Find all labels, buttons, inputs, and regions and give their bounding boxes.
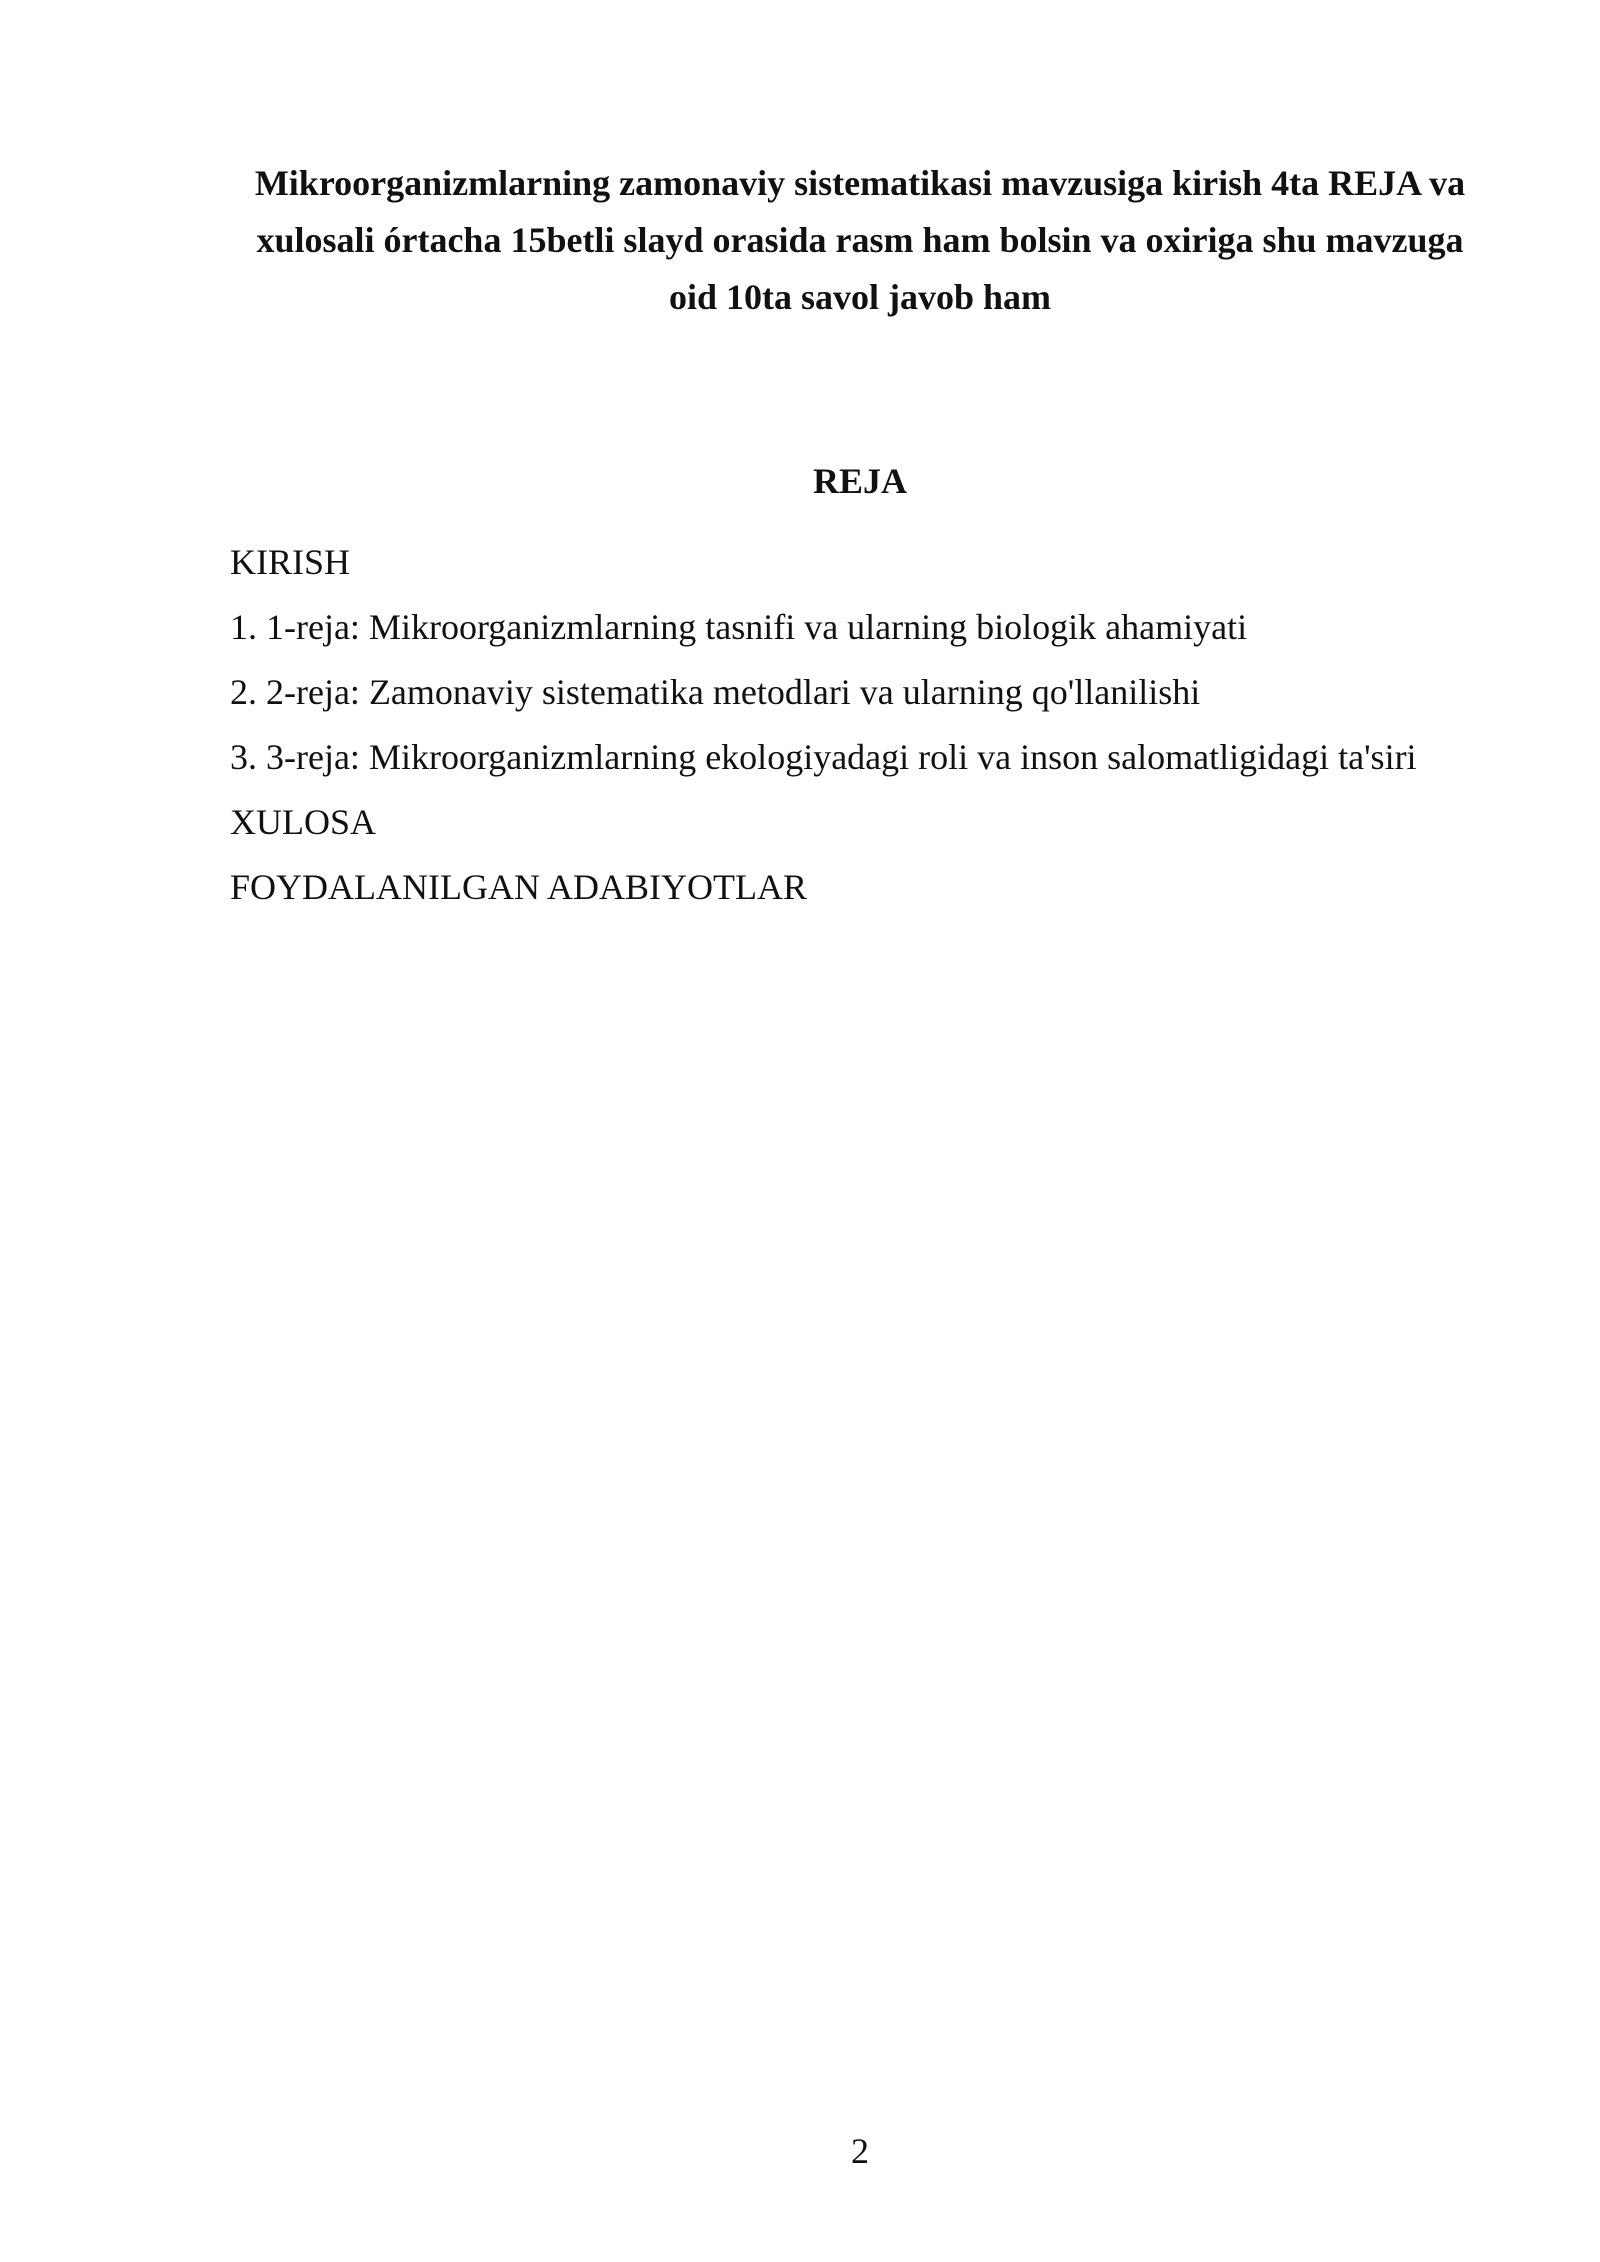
plan-item-references: FOYDALANILGAN ADABIYOTLAR: [230, 867, 807, 907]
plan-item-1: 1. 1-reja: Mikroorganizmlarning tasnifi va ularning biologik ahamiyati: [230, 607, 1248, 647]
document-title: Mikroorganizmlarning zamonaviy sistematikasi mavzusiga kirish 4ta REJA va xulosali órtacha 15betli slayd orasida rasm ham bolsin va oxiriga shu mavzuga oid 10ta savol javob ham: [254, 163, 1466, 317]
plan-item-2: 2. 2-reja: Zamonaviy sistematika metodlari va ularning qo'llanilishi: [230, 672, 1201, 712]
page-number: 2: [851, 2131, 869, 2171]
plan-list: [230, 530, 1530, 920]
plan-heading: REJA: [812, 461, 907, 501]
plan-item-intro: KIRISH: [230, 542, 351, 582]
plan-item-conclusion: XULOSA: [230, 802, 377, 842]
plan-item-3: 3. 3-reja: Mikroorganizmlarning ekologiyadagi roli va inson salomatligidagi ta'siri: [230, 737, 1417, 777]
